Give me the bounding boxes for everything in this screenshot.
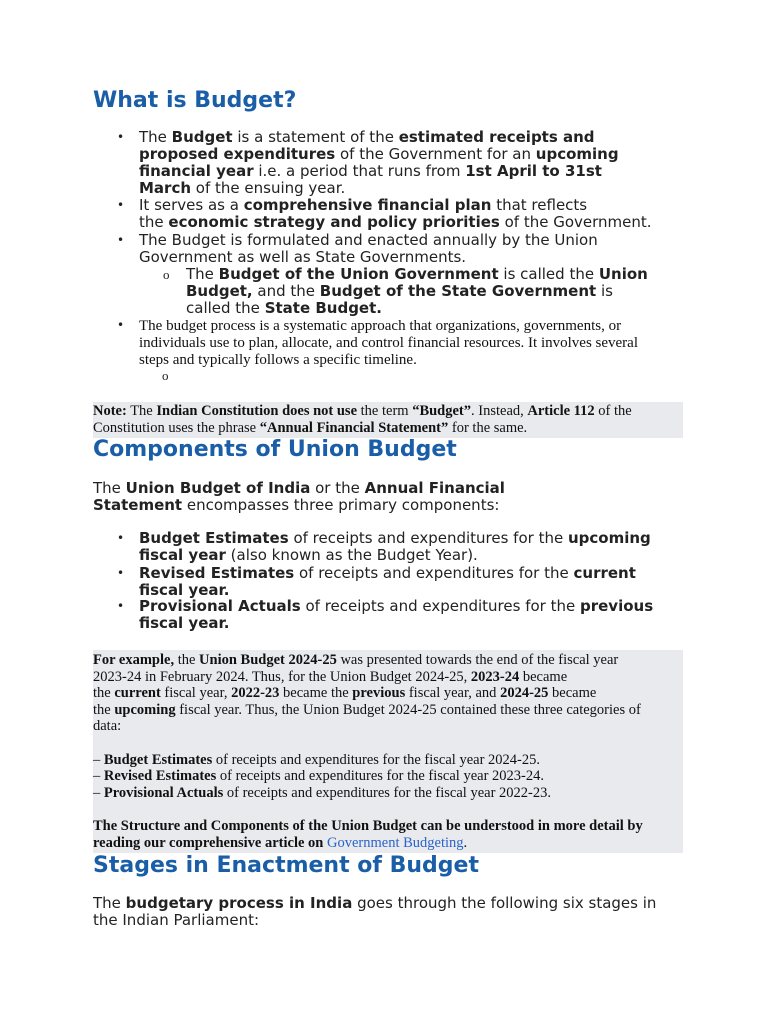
bullet-financial-plan: It serves as a comprehensive financial plan that reflects the economic strategy and policy priorities of the Government. xyxy=(139,196,652,231)
heading-stages: Stages in Enactment of Budget xyxy=(93,853,479,878)
example-box: For example, the Union Budget 2024-25 was presented towards the end of the fiscal year 2023-24 in February 2024. Thus, for the Union Budget 2024-25, 2023-24 became the current fiscal year, 2022-23 became the previous fiscal year, and 2024-25 became the upcoming fiscal year. Thus, the Union Budget 2024-25 contained these three categories of data: – Budget Estimates of receipts and expenditures for the fiscal year 2024-25. – Revised Estimates of receipts and expenditures for the fiscal year 2023-24. – Provisional Actuals of receipts and expenditures for the fiscal year 2022-23. The Structure and Components of the Union Budget can be understood in more detail by reading our comprehensive article on Government Budgeting. xyxy=(93,650,683,853)
bullet-marker: • xyxy=(117,599,125,613)
bullet-marker: • xyxy=(117,130,125,144)
bullet-marker: • xyxy=(117,318,125,332)
component-provisional-actuals: Provisional Actuals of receipts and expenditures for the previous fiscal year. xyxy=(139,597,654,632)
bullet-marker: • xyxy=(117,566,125,580)
bullet-formulated-annually: The Budget is formulated and enacted annually by the Union Government as well as State Governments. xyxy=(139,231,598,266)
empty-sub-bullet-marker: o xyxy=(162,368,169,383)
bullet-marker: • xyxy=(117,531,125,545)
component-budget-estimates: Budget Estimates of receipts and expenditures for the upcoming fiscal year (also known as the Budget Year). xyxy=(139,529,651,564)
bullet-budget-process: The budget process is a systematic approach that organizations, governments, or individuals use to plan, allocate, and control financial resources. It involves several steps and typically follows a specific timeline. xyxy=(139,318,639,368)
components-intro: The Union Budget of India or the Annual Financial Statement encompasses three primary components: xyxy=(93,479,505,514)
example-line-revised-estimates: – Revised Estimates of receipts and expenditures for the fiscal year 2023-24. xyxy=(93,768,544,785)
bullet-marker: • xyxy=(117,233,125,247)
sub-bullet-marker: o xyxy=(163,267,170,282)
heading-components: Components of Union Budget xyxy=(93,437,457,462)
example-line-budget-estimates: – Budget Estimates of receipts and expenditures for the fiscal year 2024-25. xyxy=(93,751,540,768)
bullet-marker: • xyxy=(117,198,125,212)
sub-bullet-union-state-budget: The Budget of the Union Government is called the Union Budget, and the Budget of the State Government is called the State Budget. xyxy=(186,265,648,317)
component-revised-estimates: Revised Estimates of receipts and expenditures for the current fiscal year. xyxy=(139,564,636,599)
heading-what-is-budget: What is Budget? xyxy=(93,88,297,113)
note-box: Note: The Indian Constitution does not use the term “Budget”. Instead, Article 112 of the Constitution uses the phrase “Annual Financial Statement” for the same. xyxy=(93,402,683,438)
bullet-budget-definition: The Budget is a statement of the estimated receipts and proposed expenditures of the Government for an upcoming financial year i.e. a period that runs from 1st April to 31st March of the ensuing year. xyxy=(139,128,619,197)
stages-intro: The budgetary process in India goes through the following six stages in the Indian Parliament: xyxy=(93,894,657,929)
government-budgeting-link[interactable]: Government Budgeting xyxy=(327,834,464,851)
example-line-provisional-actuals: – Provisional Actuals of receipts and expenditures for the fiscal year 2022-23. xyxy=(93,784,551,801)
